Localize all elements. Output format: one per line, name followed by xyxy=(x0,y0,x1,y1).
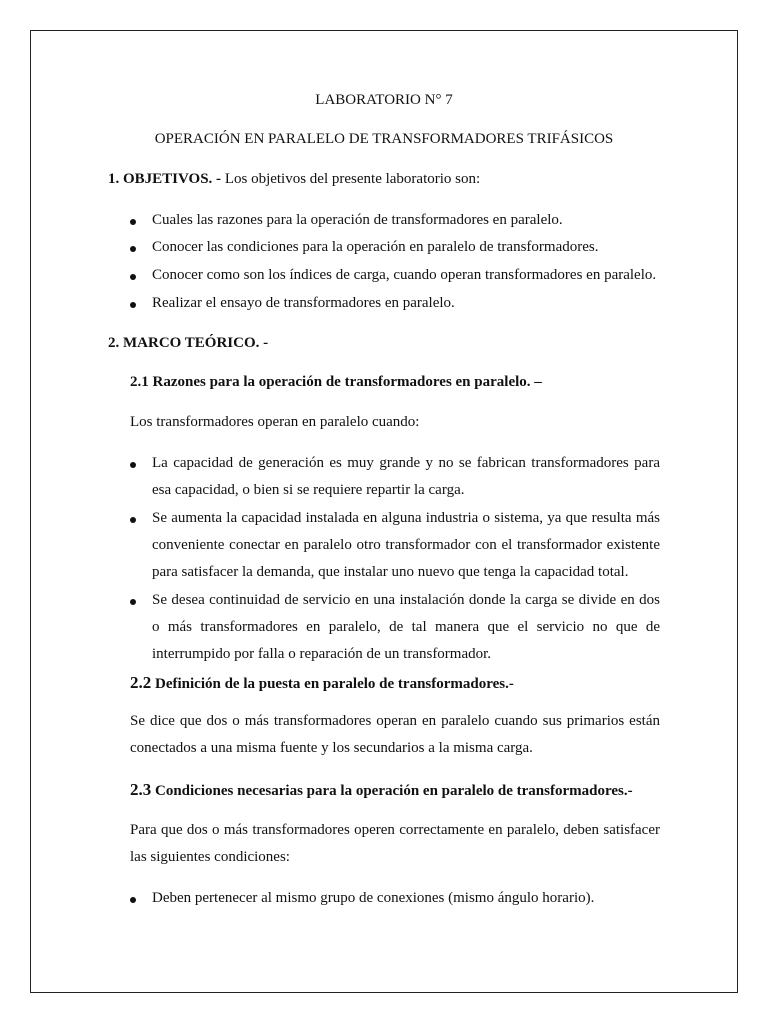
bullet-icon xyxy=(130,599,136,605)
objective-item: Conocer como son los índices de carga, cuando operan transformadores en paralelo. xyxy=(152,267,657,283)
objective-item: Cuales las razones para la operación de transformadores en paralelo. xyxy=(152,212,563,228)
reason-line: conveniente conectar en paralelo otro transformador con el transformador existente xyxy=(152,537,660,553)
section-2-heading: 2. MARCO TEÓRICO. - xyxy=(108,335,269,351)
subsection-2-3-paragraph-line: las siguientes condiciones: xyxy=(130,849,290,865)
subsection-2-1-intro: Los transformadores operan en paralelo cuando: xyxy=(130,414,420,430)
subsection-2-3-title: Condiciones necesarias para la operación en paralelo de transformadores.- xyxy=(151,783,633,799)
subsection-2-2-paragraph-line: Se dice que dos o más transformadores operan en paralelo cuando sus primarios están xyxy=(130,713,660,729)
reason-line: o más transformadores en paralelo, de tal manera que el servicio no que de xyxy=(152,619,660,635)
subsection-2-2-title: Definición de la puesta en paralelo de transformadores.- xyxy=(151,676,514,692)
subsection-2-3-paragraph-line: Para que dos o más transformadores operen correctamente en paralelo, deben satisfacer xyxy=(130,822,660,838)
reason-line: para satisfacer la demanda, que instalar uno nuevo que tenga la capacidad total. xyxy=(152,564,629,580)
reason-line: La capacidad de generación es muy grande y no se fabrican transformadores para xyxy=(152,455,660,471)
reason-line: interrumpido por falla o reparación de un transformador. xyxy=(152,646,492,662)
subsection-2-1-heading: 2.1 Razones para la operación de transformadores en paralelo. – xyxy=(130,374,542,390)
bullet-icon xyxy=(130,274,136,280)
reason-line: esa capacidad, o bien si se requiere repartir la carga. xyxy=(152,482,465,498)
condition-item: Deben pertenecer al mismo grupo de conexiones (mismo ángulo horario). xyxy=(152,890,595,906)
bullet-icon xyxy=(130,246,136,252)
objective-item: Realizar el ensayo de transformadores en paralelo. xyxy=(152,295,455,311)
bullet-icon xyxy=(130,517,136,523)
reason-line: Se desea continuidad de servicio en una instalación donde la carga se divide en dos xyxy=(152,592,660,608)
reason-line: Se aumenta la capacidad instalada en alguna industria o sistema, ya que resulta más xyxy=(152,510,660,526)
subsection-2-2-paragraph-line: conectados a una misma fuente y los secundarios a la misma carga. xyxy=(130,740,533,756)
bullet-icon xyxy=(130,462,136,468)
subsection-2-2-heading xyxy=(130,673,514,693)
subsection-2-3-heading xyxy=(130,780,633,800)
subsection-2-3-number: 2.3 xyxy=(130,780,152,799)
section-1-line xyxy=(108,171,480,188)
lab-title: LABORATORIO N° 7 xyxy=(315,92,453,108)
bullet-icon xyxy=(130,302,136,308)
section-1-intro: Los objetivos del presente laboratorio son: xyxy=(221,171,481,187)
bullet-icon xyxy=(130,219,136,225)
subsection-2-2-number: 2.2 xyxy=(130,673,152,692)
document-title: OPERACIÓN EN PARALELO DE TRANSFORMADORES TRIFÁSICOS xyxy=(154,131,614,147)
section-1-heading: 1. OBJETIVOS. - xyxy=(108,171,222,187)
objective-item: Conocer las condiciones para la operación en paralelo de transformadores. xyxy=(152,239,599,255)
bullet-icon xyxy=(130,897,136,903)
